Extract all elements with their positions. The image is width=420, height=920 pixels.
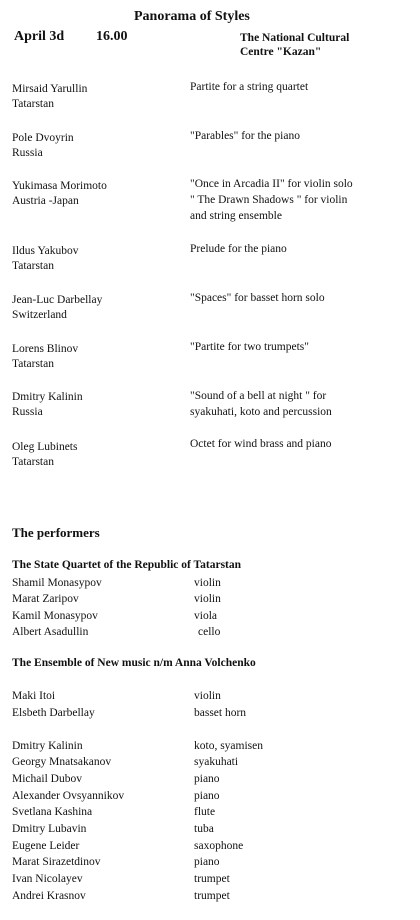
performer-instrument: piano bbox=[194, 773, 220, 785]
composer-country: Switzerland bbox=[12, 309, 67, 321]
work-title: "Partite for two trumpets" bbox=[190, 341, 309, 353]
performer-name: Elsbeth Darbellay bbox=[12, 707, 95, 719]
performer-name: Dmitry Lubavin bbox=[12, 823, 87, 835]
composer-country: Tatarstan bbox=[12, 456, 54, 468]
performer-instrument: flute bbox=[194, 806, 216, 818]
performer-instrument: piano bbox=[194, 790, 220, 802]
performer-instrument: violin bbox=[194, 577, 221, 589]
performer-instrument: trumpet bbox=[194, 873, 230, 885]
composer-country: Tatarstan bbox=[12, 98, 54, 110]
performer-instrument: violin bbox=[194, 593, 221, 605]
page-title: Panorama of Styles bbox=[134, 9, 250, 24]
performer-name: Shamil Monasypov bbox=[12, 577, 102, 589]
work-title: Prelude for the piano bbox=[190, 243, 287, 255]
work-title: "Spaces" for basset horn solo bbox=[190, 292, 325, 304]
venue-line-1: The National Cultural bbox=[240, 32, 350, 44]
performer-name: Albert Asadullin bbox=[12, 626, 89, 638]
composer-country: Tatarstan bbox=[12, 260, 54, 272]
composer-name: Dmitry Kalinin bbox=[12, 391, 83, 403]
performer-instrument: saxophone bbox=[194, 840, 244, 852]
concert-date: April 3d bbox=[14, 29, 65, 44]
composer-name: Lorens Blinov bbox=[12, 343, 79, 355]
work-title: Partite for a string quartet bbox=[190, 81, 309, 93]
quartet-title: The State Quartet of the Republic of Tatarstan bbox=[12, 559, 242, 571]
performer-instrument: basset horn bbox=[194, 707, 247, 719]
performer-instrument: cello bbox=[198, 626, 221, 638]
performer-name: Svetlana Kashina bbox=[12, 806, 93, 818]
performer-name: Eugene Leider bbox=[12, 840, 80, 852]
performer-name: Marat Sirazetdinov bbox=[12, 856, 101, 868]
composer-country: Tatarstan bbox=[12, 358, 54, 370]
work-title: "Once in Arcadia II" for violin solo bbox=[190, 178, 353, 190]
performer-name: Maki Itoi bbox=[12, 690, 56, 702]
work-title: "Parables" for the piano bbox=[190, 130, 300, 142]
performer-name: Michail Dubov bbox=[12, 773, 82, 785]
concert-time: 16.00 bbox=[96, 29, 128, 44]
work-title: " The Drawn Shadows " for violin bbox=[190, 194, 348, 206]
performers-heading: The performers bbox=[12, 525, 100, 540]
composer-country: Russia bbox=[12, 406, 43, 418]
performer-name: Kamil Monasypov bbox=[12, 610, 98, 622]
performer-name: Georgy Mnatsakanov bbox=[12, 756, 112, 768]
performer-instrument: piano bbox=[194, 856, 220, 868]
work-title: Octet for wind brass and piano bbox=[190, 438, 332, 450]
performer-name: Marat Zaripov bbox=[12, 593, 79, 605]
performer-instrument: violin bbox=[194, 690, 221, 702]
work-title: "Sound of a bell at night " for bbox=[190, 390, 327, 402]
performer-instrument: trumpet bbox=[194, 890, 230, 902]
ensemble-title: The Ensemble of New music n/m Anna Volchenko bbox=[12, 657, 256, 669]
performer-name: Ivan Nicolayev bbox=[12, 873, 83, 885]
composer-name: Pole Dvoyrin bbox=[12, 132, 74, 144]
performer-name: Andrei Krasnov bbox=[12, 890, 86, 902]
performer-instrument: koto, syamisen bbox=[194, 740, 263, 752]
performer-instrument: syakuhati bbox=[194, 756, 239, 768]
composer-country: Austria -Japan bbox=[12, 195, 79, 207]
work-title: syakuhati, koto and percussion bbox=[190, 406, 332, 418]
composer-country: Russia bbox=[12, 147, 43, 159]
venue-line-2: Centre "Kazan" bbox=[240, 46, 322, 58]
composer-name: Ildus Yakubov bbox=[12, 245, 79, 257]
performer-instrument: tuba bbox=[194, 823, 214, 835]
composer-name: Yukimasa Morimoto bbox=[12, 180, 107, 192]
composer-name: Mirsaid Yarullin bbox=[12, 83, 88, 95]
composer-name: Jean-Luc Darbellay bbox=[12, 294, 103, 306]
work-title: and string ensemble bbox=[190, 210, 282, 222]
composer-name: Oleg Lubinets bbox=[12, 441, 78, 453]
performer-name: Dmitry Kalinin bbox=[12, 740, 83, 752]
performer-instrument: viola bbox=[194, 610, 217, 622]
performer-name: Alexander Ovsyannikov bbox=[12, 790, 125, 802]
